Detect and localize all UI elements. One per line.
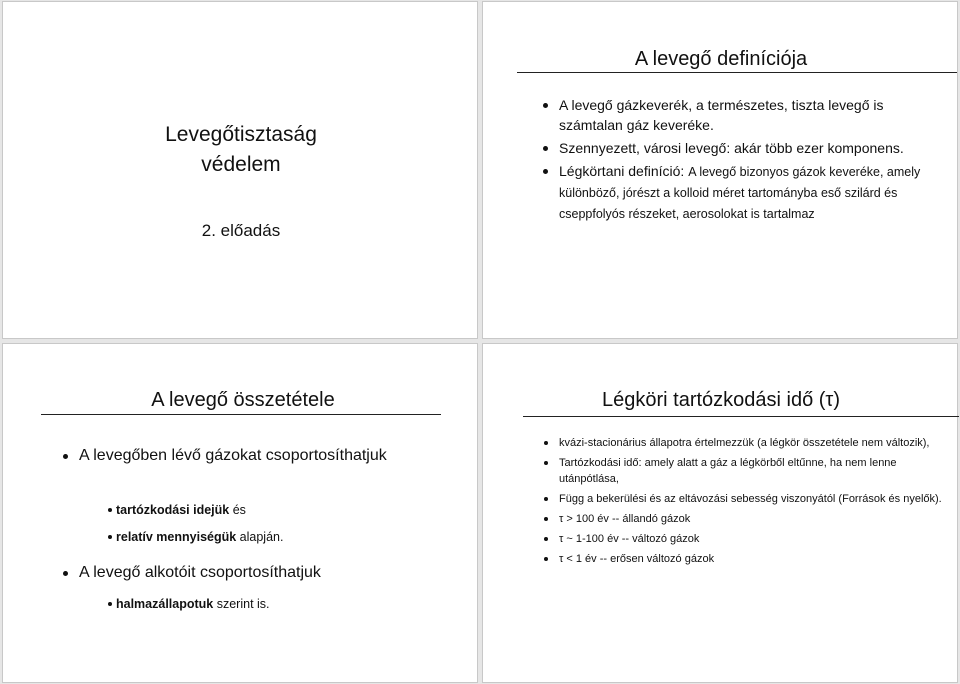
list-item <box>116 502 416 518</box>
list-item: τ > 100 év -- állandó gázok <box>559 511 949 527</box>
bold-term: tartózkodási idejük <box>116 503 230 517</box>
bullet-list <box>79 444 459 467</box>
definition-text: A levegő bizonyos gázok keveréke, amely különböző, jórészt a kolloid méret tartományba eső szilárd és cseppfolyós részeket, aerosolokat is tartalmaz <box>559 165 921 221</box>
slide-air-composition <box>2 343 478 683</box>
bold-term: halmazállapotuk <box>116 597 214 611</box>
slide-title: A levegő összetétele <box>151 389 335 411</box>
lecture-number: 2. előadás <box>201 221 281 240</box>
list-item: A levegőben lévő gázokat csoportosíthatjuk <box>79 444 459 467</box>
bullet-list <box>559 95 939 227</box>
title-divider <box>41 414 441 415</box>
sub-bullet-list <box>116 596 416 623</box>
list-item: τ < 1 év -- erősen változó gázok <box>559 551 949 567</box>
bullet-list <box>79 561 459 584</box>
list-item: A levegő alkotóit csoportosíthatjuk <box>79 561 459 584</box>
bullet-list <box>559 435 949 571</box>
slide-title: A levegő definíciója <box>634 48 808 70</box>
list-item: kvázi-stacionárius állapotra értelmezzük (a légkör összetétele nem változik), <box>559 435 949 451</box>
item-text: alapján. <box>236 530 284 544</box>
sub-bullet-list <box>116 502 416 556</box>
list-item: Tartózkodási idő: amely alatt a gáz a légkörből eltűnne, ha nem lenne utánpótlása, <box>559 455 949 487</box>
bold-term: relatív mennyiségük <box>116 530 237 544</box>
title-divider <box>523 416 959 417</box>
list-item <box>116 596 416 612</box>
slide-title: Légköri tartózkodási idő (τ) <box>601 389 840 411</box>
slide-air-definition <box>482 1 958 339</box>
title-divider <box>517 72 957 73</box>
list-item: τ ~ 1-100 év -- változó gázok <box>559 531 949 547</box>
list-item: A levegő gázkeverék, a természetes, tiszta levegő is számtalan gáz keveréke. <box>559 95 939 135</box>
presentation-title-line2: védelem <box>201 153 281 176</box>
presentation-title-line1: Levegőtisztaság <box>165 123 317 146</box>
slide-title-page <box>2 1 478 339</box>
slide-residence-time <box>482 343 958 683</box>
list-item <box>116 529 416 545</box>
list-item <box>559 161 939 224</box>
list-item: Függ a bekerülési és az eltávozási sebesség viszonyától (Források és nyelők). <box>559 491 949 507</box>
list-item: Szennyezett, városi levegő: akár több ezer komponens. <box>559 138 939 158</box>
item-text: és <box>229 503 246 517</box>
presentation-title <box>3 120 479 180</box>
definition-lead: Légkörtani definíció: <box>559 163 689 179</box>
item-text: szerint is. <box>213 597 270 611</box>
